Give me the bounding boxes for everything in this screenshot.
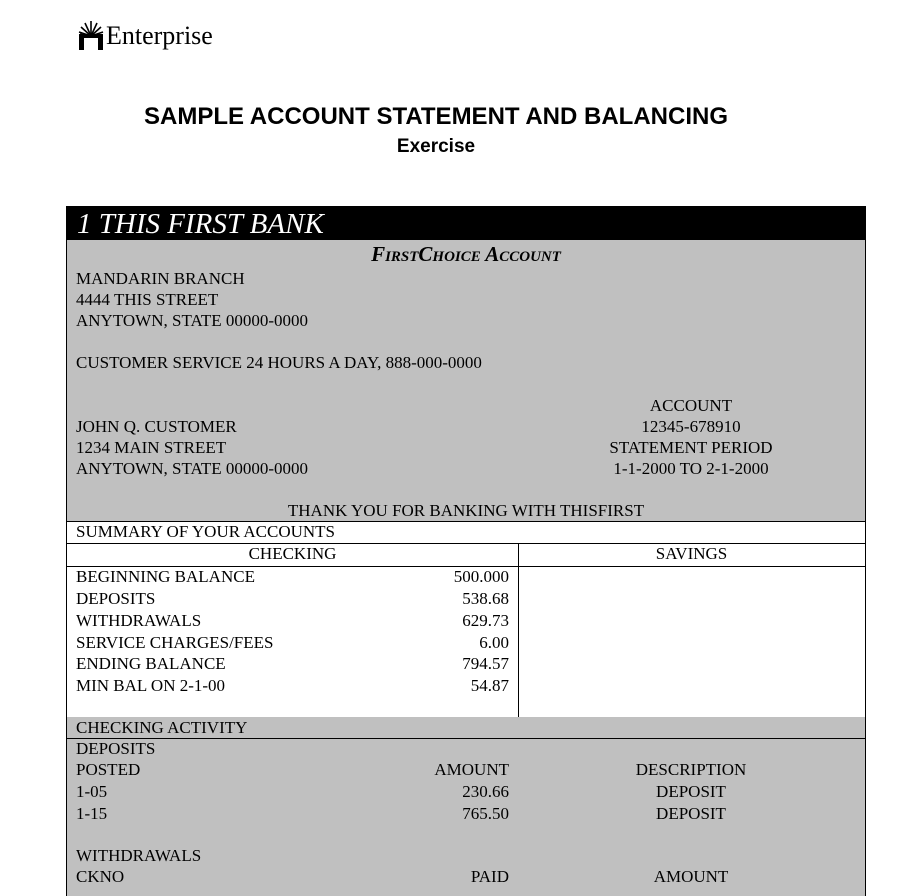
summary-value: 500.000 <box>453 567 509 586</box>
column-header-paid: PAID <box>470 867 509 886</box>
column-header-posted: POSTED <box>76 760 141 779</box>
account-label: ACCOUNT <box>649 396 733 415</box>
branch-line: ANYTOWN, STATE 00000-0000 <box>76 311 309 330</box>
summary-heading: SUMMARY OF YOUR ACCOUNTS <box>76 522 335 541</box>
summary-label: MIN BAL ON 2-1-00 <box>76 676 226 695</box>
deposit-description: DEPOSIT <box>656 782 726 801</box>
summary-label: WITHDRAWALS <box>76 611 202 630</box>
deposits-label: DEPOSITS <box>76 739 156 758</box>
checking-label: CHECKING <box>248 544 337 563</box>
enterprise-logo <box>78 18 213 50</box>
page-subtitle: Exercise <box>396 136 476 157</box>
customer-service: CUSTOMER SERVICE 24 HOURS A DAY, 888-000-0000 <box>76 353 482 372</box>
deposit-amount: 765.50 <box>462 804 509 823</box>
deposit-amount: 230.66 <box>462 782 509 801</box>
account-number: 12345-678910 <box>641 417 741 436</box>
column-header-amount: AMOUNT <box>434 760 509 779</box>
summary-value: 54.87 <box>470 676 509 695</box>
summary-label: ENDING BALANCE <box>76 654 226 673</box>
savings-label: SAVINGS <box>655 544 728 563</box>
bank-name-bar <box>67 206 865 240</box>
statement-period: 1-1-2000 TO 2-1-2000 <box>613 459 769 478</box>
account-type: FirstChoice Account <box>371 242 561 266</box>
divider <box>67 738 865 739</box>
deposit-description: DEPOSIT <box>656 804 726 823</box>
deposit-posted: 1-05 <box>76 782 108 801</box>
bank-name: 1 THIS FIRST BANK <box>77 208 324 240</box>
logo-text: Enterprise <box>106 21 213 50</box>
statement-period-label: STATEMENT PERIOD <box>609 438 773 457</box>
customer-line: 1234 MAIN STREET <box>76 438 227 457</box>
branch-line: 4444 THIS STREET <box>76 290 219 309</box>
account-statement <box>66 206 866 896</box>
deposit-posted: 1-15 <box>76 804 108 823</box>
sunburst-arch-logo-icon <box>78 18 104 50</box>
customer-line: ANYTOWN, STATE 00000-0000 <box>76 459 309 478</box>
summary-value: 538.68 <box>462 589 509 608</box>
withdrawals-label: WITHDRAWALS <box>76 846 202 865</box>
page-title: SAMPLE ACCOUNT STATEMENT AND BALANCING <box>144 103 728 130</box>
thank-you-message: THANK YOU FOR BANKING WITH THISFIRST <box>287 501 645 520</box>
summary-value: 6.00 <box>479 633 509 652</box>
branch-line: MANDARIN BRANCH <box>76 269 245 288</box>
summary-value: 629.73 <box>462 611 509 630</box>
column-header-withdrawal-amount: AMOUNT <box>653 867 729 886</box>
summary-value: 794.57 <box>462 654 509 673</box>
column-divider <box>518 543 519 717</box>
customer-line: JOHN Q. CUSTOMER <box>76 417 237 436</box>
column-header-description: DESCRIPTION <box>635 760 747 779</box>
column-header-ckno: CKNO <box>76 867 125 886</box>
summary-label: DEPOSITS <box>76 589 156 608</box>
checking-activity-heading: CHECKING ACTIVITY <box>76 718 248 737</box>
summary-label: BEGINNING BALANCE <box>76 567 255 586</box>
summary-label: SERVICE CHARGES/FEES <box>76 633 274 652</box>
